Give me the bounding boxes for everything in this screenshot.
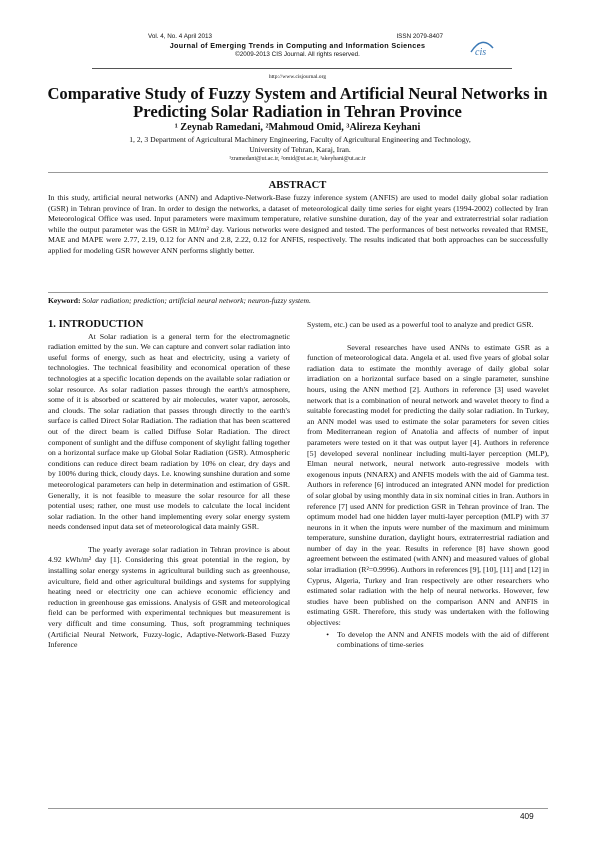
- running-header: [100, 33, 495, 58]
- footer-rule: [48, 808, 548, 809]
- affiliation-line-1: 1, 2, 3 Department of Agricultural Machinery Engineering, Faculty of Agricultural Engineering and Technology,: [129, 135, 471, 144]
- volume-info: Vol. 4, No. 4 April 2013: [148, 33, 213, 40]
- section-heading-introduction: 1. INTRODUCTION: [48, 319, 144, 330]
- cis-logo-icon: [469, 39, 495, 57]
- intro-paragraph-1: At Solar radiation is a general term for the electromagnetic radiation emitted by the sun. We can capture and convert solar radiation into useful forms of energy, such as heat and electricity, using a variety of technologies. The technical feasibility and economical operation of these technologies at a specific location depends on the available solar radiation or solar resource. As solar radiation passes through the earth's atmosphere, some of it is absorbed or scattered by air molecules, water vapor, aerosols, and clouds. The solar radiation that passes through directly to the earth's surface is called Direct Solar Radiation. The radiation that has been scattered out of the direct beam is called Diffuse Solar Radiation. The direct component of sunlight and the diffuse component of skylight falling together on a horizontal surface make up Global Solar Radiation (GSR). Atmospheric conditions can reduce direct beam radiation by 10% on clear, dry days and by 100% during thick, cloudy days. I.e. knowing sunshine duration and some meteorological parameters can help in determination and estimation of GSR. Generally, it is not feasible to measure the solar resource for all these potential uses; rather, one must use models to calculate the local incident solar radiation. In the other hand implementing every solar energy system needs condensed input data set of meteorological data mainly GSR.: [48, 331, 290, 532]
- intro-paragraph-3: Several researches have used ANNs to estimate GSR as a function of meteorological data. Angela et al. used five years of global solar radiation data to estimate the monthly average of daily global solar irradiation on a horizontal surface based on a single parameter, sunshine hours, using the ANN method [2]. Authors in reference [3] used wavelet network that is a combination of neural network and wavelet theory to find a suitable forecasting model for predicting the daily solar radiation. In Turkey, an ANN model was used to estimate the solar parameters for seven cities from Mediterranean region of Anatolia and affects of number of input parameters were tested on it that was output layer [4]. Authors in reference [5] developed several nonlinear including multi-layer perception (MLP), Elman neural network, neural network auto-regressive models with exogenous inputs (NNARX) and ANFIS models with the aid of Gamma test. Authors in reference [6] introduced an integrated ANN model for prediction of solar global by using monthly data in six nominal cities in Iran. Authors in reference [7] used ANN for prediction GSR in Tehran province of Iran. The optimum model had one hidden layer multi-layer perception (MLP) with 37 neurons in it when the inputs were number of the maximum and minimum temperature, sunshine duration, daylight hours, extraterrestrial radiation and number of day in the year. Results in reference [8] have shown good agreement between the estimated (with ANN) and measured values of global solar irradiation (R²=0.9996). Authors in references [9], [10], [11] and [12] in Cyprus, Algeria, Turkey and Iran respectively are other researchers who estimated solar radiation with the help of neural networks. However, few studies have been published on the comparison ANN and ANFIS in estimating GSR. Therefore, this study was undertaken with the following objectives:: [307, 342, 549, 628]
- intro-paragraph-2: The yearly average solar radiation in Tehran province is about 4.92 kWh/m² day [1]. Considering this great potential in the region, by installing solar energy systems in agricultural building such as greenhouse, aviculture, field and other agricultural buildings and systems for supplying heating need or electricity one can achieve economic efficiency and reduction in greenhouse gas emissions. Analysis of GSR and meteorological field can be performed with experimental techniques but measurement is very difficult and time consuming. Thus, soft programming techniques (Artificial Neural Network, Fuzzy-logic, Adaptive-Network-Based Fuzzy Inference: [48, 544, 290, 650]
- header-rule: [92, 68, 512, 69]
- keywords: [48, 296, 548, 305]
- copyright: ©2009-2013 CIS Journal. All rights reserved.: [235, 51, 360, 58]
- authors: ¹ Zeynab Ramedani, ²Mahmoud Omid, ³Alireza Keyhani: [174, 122, 421, 133]
- keywords-rule: [48, 292, 548, 293]
- bullet-icon: •: [326, 629, 329, 639]
- right-column: [307, 320, 549, 651]
- intro-paragraph-2-cont: System, etc.) can be used as a powerful tool to analyze and predict GSR.: [307, 320, 534, 329]
- logo-text: cis: [475, 47, 487, 57]
- keywords-text: Solar radiation; prediction; artificial neural network; neuron-fuzzy system.: [82, 296, 311, 305]
- abstract-heading: ABSTRACT: [268, 180, 327, 191]
- author-emails[interactable]: ¹zramedani@ut.ac.ir, ²omid@ut.ac.ir, ³akeyhani@ut.ac.ir: [229, 156, 366, 162]
- keywords-label: Keyword:: [48, 296, 81, 305]
- affiliation: [90, 135, 510, 155]
- objective-list-item: [307, 630, 549, 651]
- journal-url[interactable]: http://www.cisjournal.org: [268, 74, 327, 80]
- journal-name: Journal of Emerging Trends in Computing and Information Sciences: [169, 41, 426, 50]
- header-volume-line: [100, 33, 495, 40]
- abstract-rule: [48, 172, 548, 173]
- abstract-body: In this study, artificial neural networks (ANN) and Adaptive-Network-Base fuzzy inference system (ANFIS) are used to model daily global solar radiation (GSR) in Tehran province of Iran. In order to design the networks, a dataset of meteorological daily time series for eight years (1994-2002) collected by Iran Meteorological Office was used. Input parameters were maximum temperature, relative sunshine duration, day of the year and extraterrestrial solar radiation while the output parameter was the GSR in MJ/m² day. Various networks were designed and tested. The performances of best networks revealed that RMSE, MAE and MAPE were 2.77, 2.19, 0.12 for ANN and 2.8, 2.22, 0.12 for ANFIS, respectively. The results indicated that both approaches can be successfully applied for modeling GSR however ANN performs slightly better.: [48, 193, 548, 255]
- paper-title: Comparative Study of Fuzzy System and Artificial Neural Networks in Predicting Solar Radiation in Tehran Province: [47, 84, 548, 121]
- left-column: [48, 320, 290, 651]
- issn: ISSN 2079-8407: [396, 33, 443, 40]
- objective-text: To develop the ANN and ANFIS models with the aid of different combinations of time-series: [337, 629, 549, 650]
- affiliation-line-2: University of Tehran, Karaj, Iran.: [249, 145, 351, 154]
- page-number: 409: [520, 812, 534, 821]
